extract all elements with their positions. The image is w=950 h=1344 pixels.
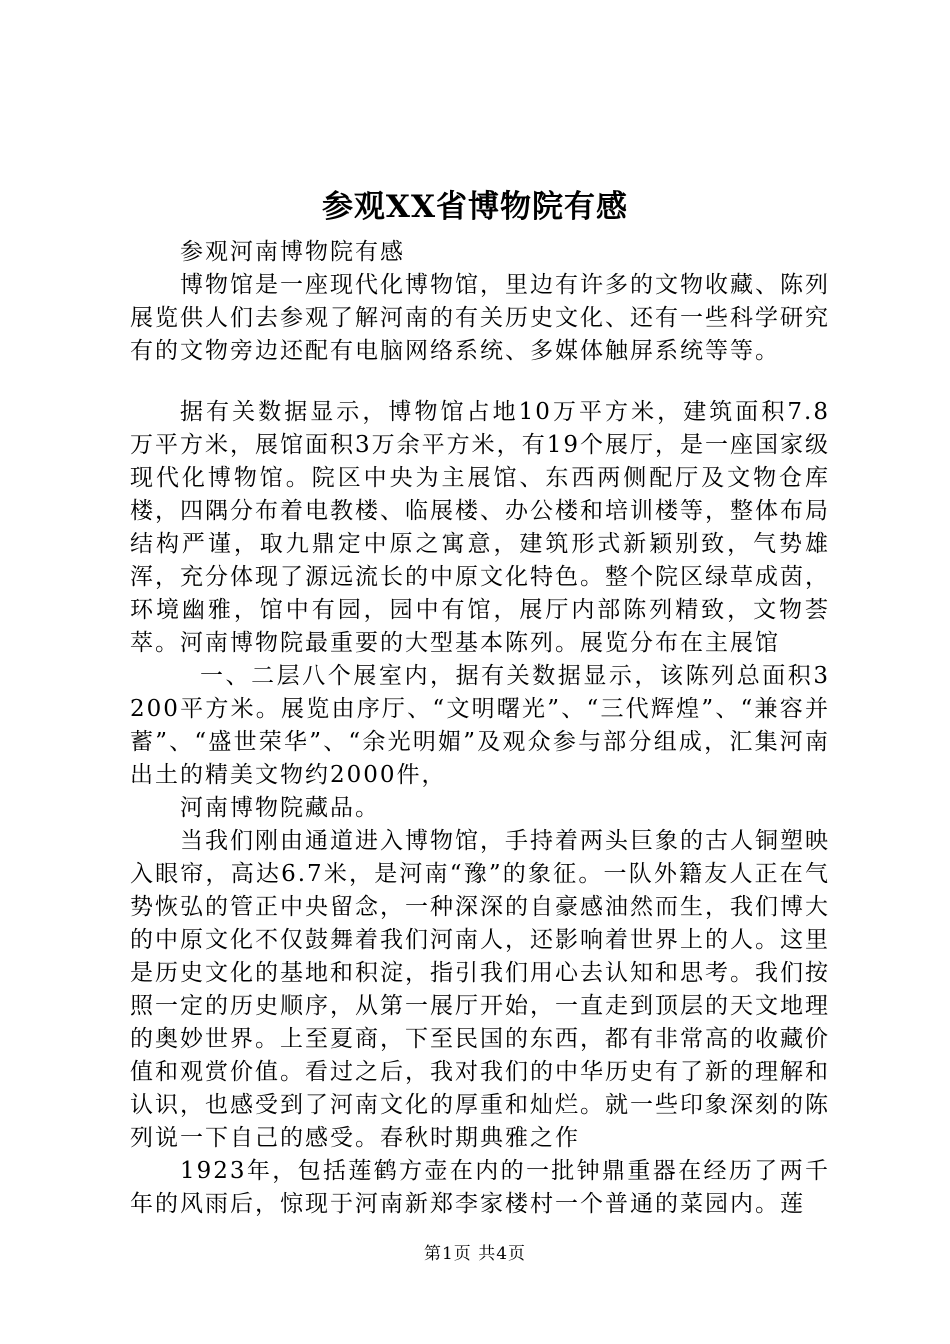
- subtitle-paragraph: 参观河南博物院有感: [180, 239, 405, 265]
- document-body: [130, 236, 830, 1221]
- page-number: 第1页 共4页: [423, 1244, 527, 1264]
- intro-paragraph: 博物馆是一座现代化博物馆，里边有许多的文物收藏、陈列展览供人们去参观了解河南的有关历史文化、还有一些科学研究有的文物旁边还配有电脑网络系统、多媒体触屏系统等等。: [130, 272, 830, 364]
- collection-paragraph: 河南博物院藏品。: [180, 795, 380, 821]
- history-paragraph: 1923年，包括莲鹤方壶在内的一批钟鼎重器在经历了两千年的风雨后，惊现于河南新郑李家楼村一个普通的菜园内。莲: [130, 1158, 830, 1217]
- exhibition-paragraph: 一、二层八个展室内，据有关数据显示，该陈列总面积3200平方米。展览由序厅、“文明曙光”、“三代辉煌”、“兼容并蓄”、“盛世荣华”、“余光明媚”及观众参与部分组成，汇集河南出土的精美文物约2000件，: [130, 663, 830, 788]
- statistics-paragraph: 据有关数据显示，博物馆占地10万平方米，建筑面积7.8万平方米，展馆面积3万余平方米，有19个展厅，是一座国家级现代化博物馆。院区中央为主展馆、东西两侧配厅及文物仓库楼，四隅分布着电教楼、临展楼、办公楼和培训楼等，整体布局结构严谨，取九鼎定中原之寓意，建筑形式新颖别致，气势雄浑，充分体现了源远流长的中原文化特色。整个院区绿草成茵，环境幽雅，馆中有园，园中有馆，展厅内部陈列精致，文物荟萃。河南博物院最重要的大型基本陈列。展览分布在主展馆: [130, 399, 830, 656]
- document-title: 参观XX省博物院有感: [321, 189, 629, 225]
- paragraph-spacer: [130, 368, 830, 396]
- visit-paragraph: 当我们刚由通道进入博物馆，手持着两头巨象的古人铜塑映入眼帘，高达6.7米，是河南“豫”的象征。一队外籍友人正在气势恢弘的管正中央留念，一种深深的自豪感油然而生，我们博大的中原文化不仅鼓舞着我们河南人，还影响着世界上的人。这里是历史文化的基地和积淀，指引我们用心去认知和思考。我们按照一定的历史顺序，从第一展厅开始，一直走到顶层的天文地理的奥妙世界。上至夏商，下至民国的东西，都有非常高的收藏价值和观赏价值。看过之后，我对我们的中华历史有了新的理解和认识，也感受到了河南文化的厚重和灿烂。就一些印象深刻的陈列说一下自己的感受。春秋时期典雅之作: [130, 828, 830, 1151]
